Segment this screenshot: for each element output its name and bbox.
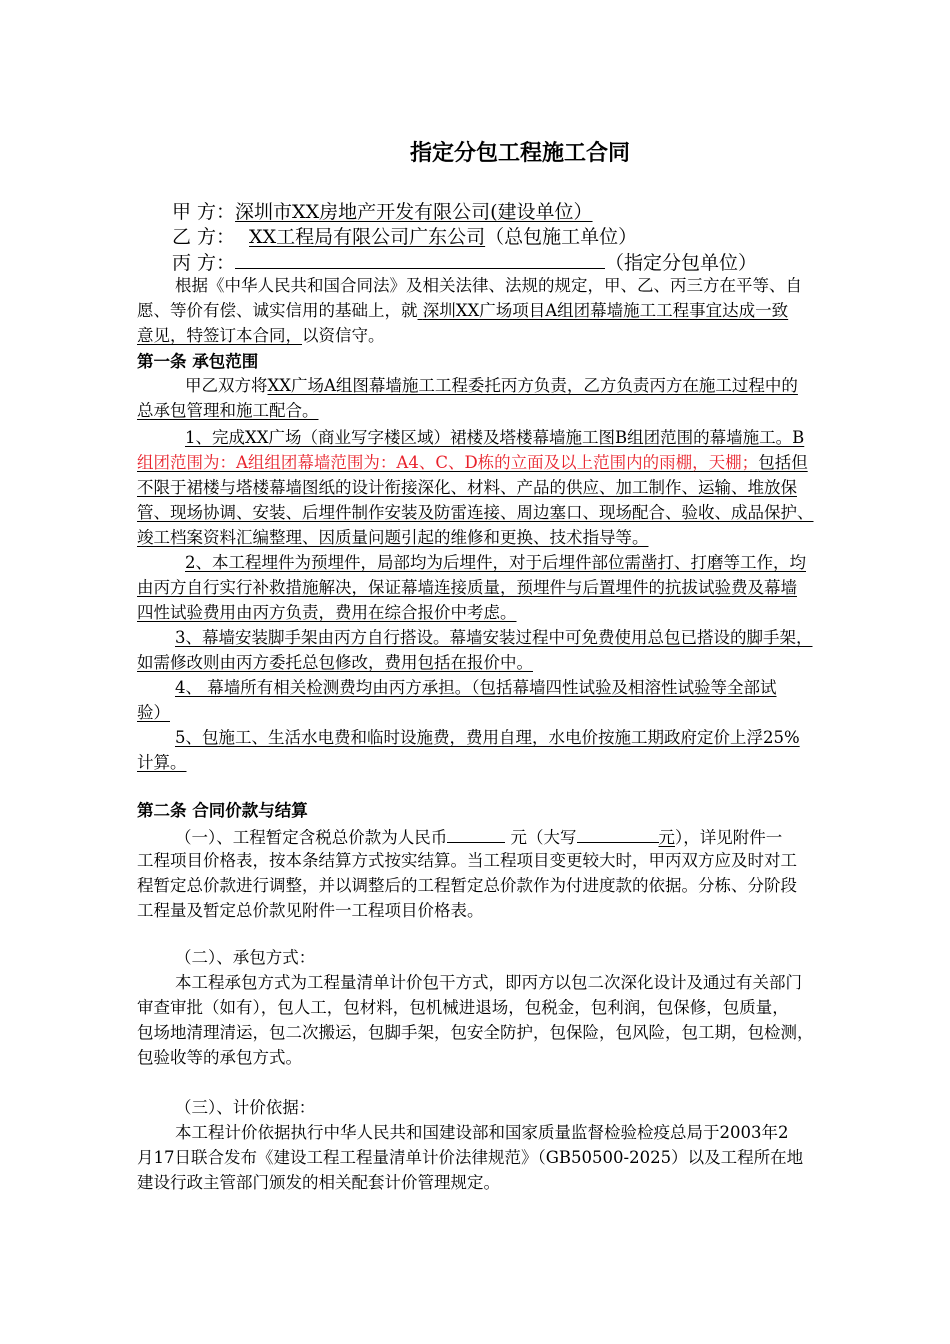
party-c-label: 丙 方：: [172, 252, 236, 274]
item-4-line-2: 验）: [137, 703, 170, 722]
article-1-intro-1: 甲乙双方将XX广场A组图幕墙施工工程委托丙方负责，乙方负责丙方在施工过程中的: [185, 376, 798, 395]
scope-a-red-text: A组组团幕墙范围为：A4、C、D栋的立面及以上范围内的雨棚，天棚；: [236, 453, 759, 472]
preamble-line-1: 根据《中华人民共和国合同法》及相关法律、法规的规定，甲、乙、丙三方在平等、自: [175, 276, 802, 295]
preamble-line-3: [137, 324, 385, 348]
item-1-line-4: 管、现场协调、安装、后埋件制作安装及防雷连接、周边塞口、现场配合、验收、成品保护、: [137, 503, 814, 522]
method-line-2: 审查审批（如有），包人工，包材料，包机械进退场，包税金，包利润，包保修，包质量，: [137, 998, 789, 1017]
price-line-2: 工程项目价格表，按本条结算方式按实结算。当工程项目变更较大时，甲丙双方应及时对工: [137, 851, 797, 870]
party-a-name: 深圳市XX房地产开发有限公司(建设单位）: [235, 201, 593, 223]
article-2-heading: 第二条 合同价款与结算: [137, 801, 308, 820]
item-2-line-2: 由丙方自行实行补救措施解决，保证幕墙连接质量，预埋件与后置埋件的抗拔试验费及幕墙: [137, 578, 797, 597]
contract-method-heading: （二）、承包方式：: [175, 948, 316, 967]
scope-b-label: 组团范围为：: [137, 453, 236, 472]
item-5-line-1: 5、包施工、生活水电费和临时设施费，费用自理，水电价按施工期政府定价上浮25%: [175, 728, 800, 747]
article-1-intro-2: 总承包管理和施工配合。: [137, 401, 319, 420]
price-unit: 元: [658, 828, 675, 847]
basis-line-1: 本工程计价依据执行中华人民共和国建设部和国家质量监督检验检疫总局于2003年2: [175, 1123, 789, 1142]
item-1-line-2: 组团范围为：A组组团幕墙范围为：A4、C、D栋的立面及以上范围内的雨棚，天棚；包括但: [137, 453, 808, 472]
party-b: [172, 225, 637, 249]
party-c-name-blank: [235, 250, 605, 269]
item-3-line-1: 3、幕墙安装脚手架由丙方自行搭设。幕墙安装过程中可免费使用总包已搭设的脚手架，: [175, 628, 813, 647]
party-c-note: （指定分包单位）: [605, 252, 758, 274]
price-line-4: 工程量及暂定总价款见附件一工程项目价格表。: [137, 901, 484, 920]
method-line-3: 包场地清理清运，包二次搬运，包脚手架，包安全防护，包保险，包风险，包工期，包检测，: [137, 1023, 814, 1042]
item-2-line-3: 四性试验费用由丙方负责，费用在综合报价中考虑。: [137, 603, 517, 622]
basis-line-2: 月17日联合发布《建设工程工程量清单计价法律规范》（GB50500-2025）以及工程所在地: [137, 1148, 804, 1167]
item-1-line-5: 竣工档案资料汇编整理、因质量问题引起的维修和更换、技术指导等。: [137, 528, 649, 547]
preamble-end: 以资信守。: [302, 326, 385, 345]
price-amount-blank: [447, 824, 505, 843]
party-b-note: （总包施工单位）: [485, 226, 638, 248]
article-1-heading: 第一条 承包范围: [137, 352, 259, 371]
item-4-line-1: 4、 幕墙所有相关检测费均由丙方承担。（包括幕墙四性试验及相溶性试验等全部试: [175, 678, 777, 697]
party-b-label: 乙 方：: [172, 226, 236, 248]
project-name: 深圳XX广场项目A组团幕墙施工工程事宜达成一致: [422, 301, 789, 320]
party-c: [172, 250, 757, 275]
price-line-3: 程暂定总价款进行调整，并以调整后的工程暂定总价款作为付进度款的依据。分栋、分阶段: [137, 876, 797, 895]
preamble-underlined: 意见，特签订本合同，: [137, 326, 302, 345]
basis-line-3: 建设行政主管部门颁发的相关配套计价管理规定。: [137, 1173, 500, 1192]
preamble-line-2: [137, 299, 788, 323]
method-line-4: 包验收等的承包方式。: [137, 1048, 302, 1067]
party-b-name: XX工程局有限公司广东公司: [249, 226, 486, 248]
item-2-line-1: 2、本工程埋件为预埋件，局部均为后埋件，对于后埋件部位需凿打、打磨等工作，均: [185, 553, 806, 572]
price-words-blank: [577, 824, 659, 843]
item-1-line-1: 1、完成XX广场（商业写字楼区域）裙楼及塔楼幕墙施工图B组团范围的幕墙施工。B: [185, 428, 805, 447]
party-a: [172, 200, 593, 224]
item-3-line-2: 如需修改则由丙方委托总包修改，费用包括在报价中。: [137, 653, 533, 672]
preamble-text: 愿、等价有偿、诚实信用的基础上，就: [137, 301, 418, 320]
party-a-label: 甲 方：: [172, 201, 236, 223]
pricing-basis-heading: （三）、计价依据：: [175, 1098, 316, 1117]
method-line-1: 本工程承包方式为工程量清单计价包干方式，即丙方以包二次深化设计及通过有关部门: [175, 973, 802, 992]
price-line-1: （一）、工程暂定含税总价款为人民币 元（大写 元），详见附件一: [175, 824, 782, 850]
item-5-line-2: 计算。: [137, 753, 187, 772]
item-1-line-3: 不限于裙楼与塔楼幕墙图纸的设计衔接深化、材料、产品的供应、加工制作、运输、堆放保: [137, 478, 797, 497]
document-title: 指定分包工程施工合同: [409, 141, 630, 166]
